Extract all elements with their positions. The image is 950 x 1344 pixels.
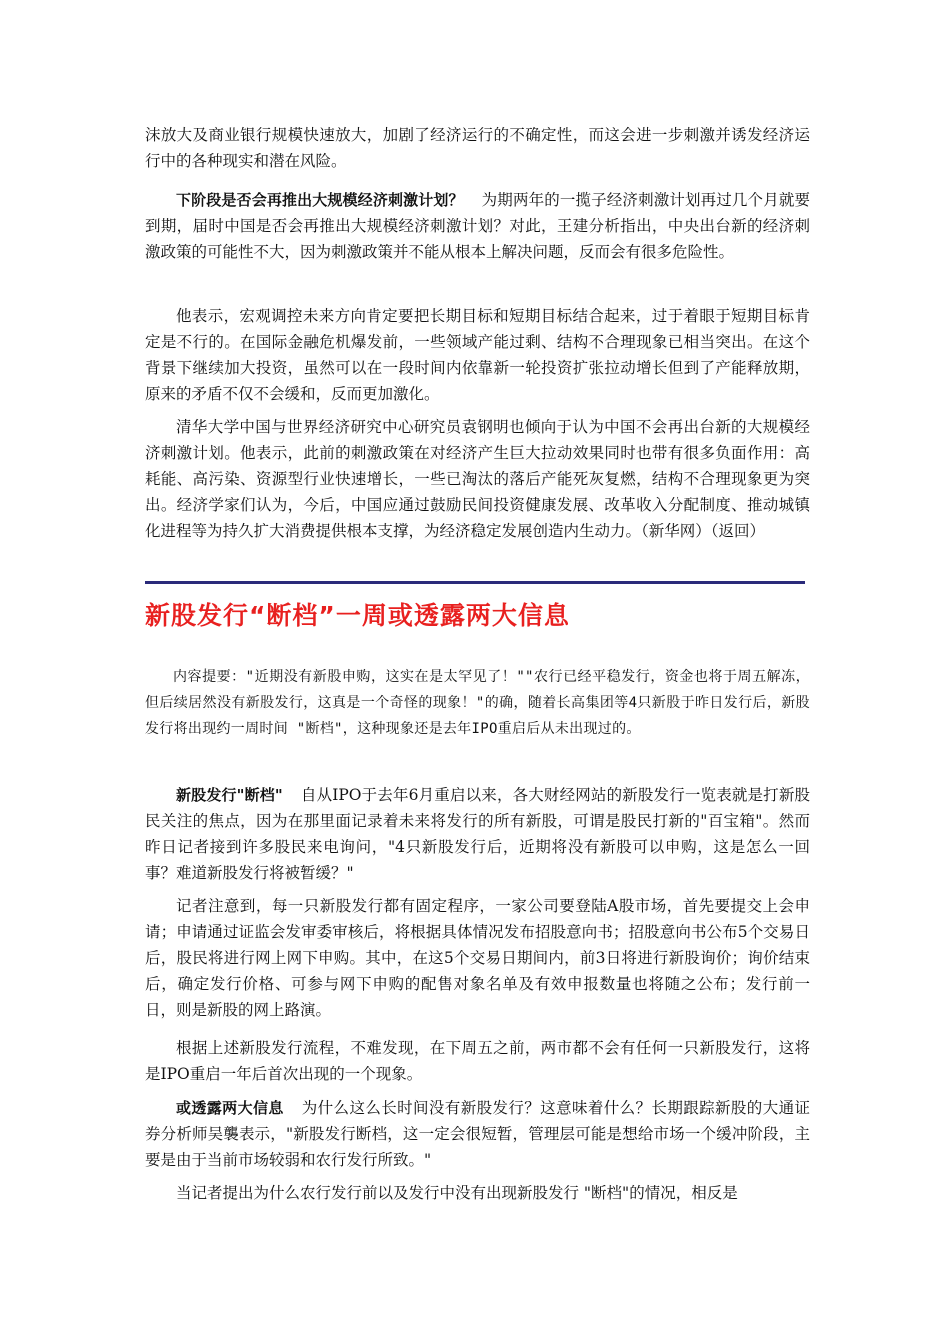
article1-paragraph-2 — [145, 187, 810, 265]
article2-paragraph-4 — [145, 1095, 810, 1173]
article2-paragraph-4-body: 为什么这么长时间没有新股发行？这意味着什么？长期跟踪新股的大通证券分析师吴襲表示，"新股发行断档，这一定会很短暂，管理层可能是想给市场一个缓冲阶段，主要是由于当前市场较弱和农行发行所致。" — [145, 1099, 810, 1169]
article2-paragraph-4-lead: 或透露两大信息 — [176, 1099, 284, 1117]
article2-summary: 内容提要："近期没有新股申购，这实在是太罕见了！""农行已经平稳发行，资金也将于周五解冻，但后续居然没有新股发行，这真是一个奇怪的现象！"的确，随着长高集团等4只新股于昨日发行后，新股发行将出现约一周时间 "断档"，这种现象还是去年IPO重启后从未出现过的。 — [145, 669, 810, 737]
article1-paragraph-2-body: 为期两年的一揽子经济刺激计划再过几个月就要到期，届时中国是否会再推出大规模经济刺激计划？对此，王建分析指出，中央出台新的经济刺激政策的可能性不大，因为刺激政策并不能从根本上解决问题，反而会有很多危险性。 — [145, 191, 810, 261]
article1-paragraph-4: 清华大学中国与世界经济研究中心研究员袁钢明也倾向于认为中国不会再出台新的大规模经济刺激计划。他表示，此前的刺激政策在对经济产生巨大拉动效果同时也带有很多负面作用：高耗能、高污染、资源型行业快速增长，一些已淘汰的落后产能死灰复燃，结构不合理现象更为突出。经济学家们认为，今后，中国应通过鼓励民间投资健康发展、改革收入分配制度、推动城镇化进程等为持久扩大消费提供根本支撑，为经济稳定发展创造内生动力。（新华网）（返回） — [145, 418, 810, 540]
article2-paragraph-3: 根据上述新股发行流程，不难发现，在下周五之前，两市都不会有任何一只新股发行，这将是IPO重启一年后首次出现的一个现象。 — [145, 1039, 810, 1083]
article2-headline: 新股发行“断档”一周或透露两大信息 — [145, 601, 570, 630]
article1-paragraph-3: 他表示，宏观调控未来方向肯定要把长期目标和短期目标结合起来，过于着眼于短期目标肯定是不行的。在国际金融危机爆发前，一些领域产能过剩、结构不合理现象已相当突出。在这个背景下继续加大投资，虽然可以在一段时间内依靠新一轮投资扩张拉动增长但到了产能释放期，原来的矛盾不仅不会缓和，反而更加激化。 — [145, 307, 810, 403]
article1-paragraph-1: 沫放大及商业银行规模快速放大，加剧了经济运行的不确定性，而这会进一步刺激并诱发经济运行中的各种现实和潜在风险。 — [145, 126, 810, 170]
article2-paragraph-2: 记者注意到，每一只新股发行都有固定程序，一家公司要登陆A股市场，首先要提交上会申请；申请通过证监会发审委审核后，将根据具体情况发布招股意向书；招股意向书公布5个交易日后，股民将进行网上网下申购。其中，在这5个交易日期间内，前3日将进行新股询价；询价结束后，确定发行价格、可参与网下申购的配售对象名单及有效申报数量也将随之公布；发行前一日，则是新股的网上路演。 — [145, 897, 810, 1019]
article2-paragraph-5: 当记者提出为什么农行发行前以及发行中没有出现新股发行 "断档"的情况，相反是 — [176, 1184, 738, 1202]
article2-paragraph-1-lead: 新股发行"断档" — [176, 786, 283, 804]
article1-paragraph-2-lead: 下阶段是否会再推出大规模经济刺激计划？ — [176, 191, 464, 209]
article2-paragraph-1 — [145, 782, 810, 886]
article2-paragraph-1-body: 自从IPO于去年6月重启以来，各大财经网站的新股发行一览表就是打新股民关注的焦点，因为在那里面记录着未来将发行的所有新股，可谓是股民打新的"百宝箱"。然而昨日记者接到许多股民来电询问，"4只新股发行后，近期将没有新股可以申购，这是怎么一回事？难道新股发行将被暂缓？" — [145, 786, 810, 882]
section-divider — [145, 581, 805, 584]
